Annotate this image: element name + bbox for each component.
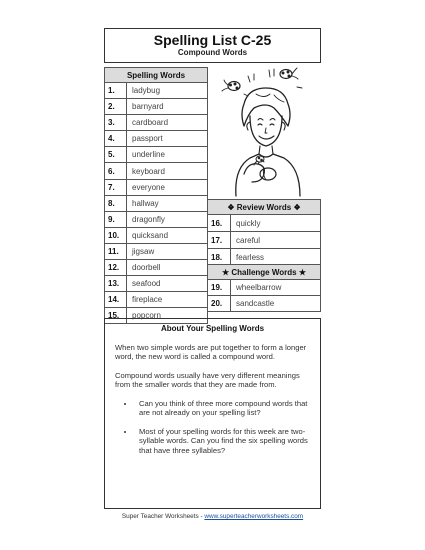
list-item bbox=[105, 147, 208, 163]
spelling-word: popcorn bbox=[127, 308, 208, 324]
item-number: 19. bbox=[208, 280, 231, 296]
page-subtitle: Compound Words bbox=[177, 48, 248, 57]
title-box bbox=[104, 28, 321, 63]
review-word: careful bbox=[231, 232, 321, 249]
list-item bbox=[105, 195, 208, 211]
spelling-word: ladybug bbox=[127, 83, 208, 99]
challenge-word: sandcastle bbox=[231, 296, 321, 312]
item-number: 11. bbox=[105, 243, 127, 259]
spelling-word: passport bbox=[127, 131, 208, 147]
about-heading: About Your Spelling Words bbox=[160, 324, 265, 333]
review-word: fearless bbox=[231, 249, 321, 266]
item-number: 2. bbox=[105, 99, 127, 115]
about-paragraph: When two simple words are put together to form a longer word, the new word is called a compound word. bbox=[115, 342, 307, 361]
item-number: 15. bbox=[105, 308, 127, 324]
list-item bbox=[208, 232, 321, 249]
list-item bbox=[105, 243, 208, 259]
question-item: • Most of your spelling words for this week are two-syllable words. Can you find the six spelling words that have three syllables? bbox=[135, 427, 310, 456]
item-number: 8. bbox=[105, 195, 127, 211]
item-number: 13. bbox=[105, 276, 127, 292]
item-number: 7. bbox=[105, 179, 127, 195]
list-item bbox=[105, 131, 208, 147]
list-item bbox=[105, 292, 208, 308]
spelling-word: everyone bbox=[127, 179, 208, 195]
challenge-word: wheelbarrow bbox=[231, 280, 321, 296]
page-title: Spelling List C-25 bbox=[153, 32, 272, 48]
spelling-word: dragonfly bbox=[127, 211, 208, 227]
item-number: 5. bbox=[105, 147, 127, 163]
item-number: 3. bbox=[105, 115, 127, 131]
list-item bbox=[105, 179, 208, 195]
item-number: 17. bbox=[208, 232, 231, 249]
list-item bbox=[105, 99, 208, 115]
list-item bbox=[105, 163, 208, 179]
challenge-words-header: ★ Challenge Words ★ bbox=[208, 265, 321, 280]
spelling-word: seafood bbox=[127, 276, 208, 292]
list-item bbox=[105, 260, 208, 276]
item-number: 6. bbox=[105, 163, 127, 179]
question-list bbox=[115, 399, 310, 456]
list-item bbox=[105, 227, 208, 243]
spelling-word: keyboard bbox=[127, 163, 208, 179]
spelling-word: barnyard bbox=[127, 99, 208, 115]
footer-text: Super Teacher Worksheets - bbox=[121, 513, 205, 520]
ladybug-icon bbox=[280, 68, 298, 79]
item-number: 18. bbox=[208, 249, 231, 266]
ladybug-icon bbox=[222, 80, 240, 91]
girl-with-ladybug-illustration bbox=[214, 64, 322, 198]
item-number: 9. bbox=[105, 211, 127, 227]
spelling-word: quicksand bbox=[127, 227, 208, 243]
list-item bbox=[208, 249, 321, 266]
ladybug-icon bbox=[256, 156, 264, 162]
spelling-word: hallway bbox=[127, 195, 208, 211]
item-number: 16. bbox=[208, 215, 231, 232]
list-item bbox=[105, 211, 208, 227]
spelling-word: doorbell bbox=[127, 260, 208, 276]
list-item bbox=[105, 276, 208, 292]
item-number: 4. bbox=[105, 131, 127, 147]
about-spelling-words-box bbox=[104, 318, 321, 509]
footer-link[interactable]: www.superteacherworksheets.com bbox=[204, 513, 304, 520]
item-number: 12. bbox=[105, 260, 127, 276]
spelling-word: fireplace bbox=[127, 292, 208, 308]
list-item bbox=[105, 83, 208, 99]
question-item: • Can you think of three more compound words that are not already on your spelling list? bbox=[135, 399, 310, 418]
footer bbox=[0, 513, 425, 520]
spelling-words-header: Spelling Words bbox=[105, 68, 208, 83]
item-number: 14. bbox=[105, 292, 127, 308]
list-item bbox=[208, 280, 321, 296]
review-words-table bbox=[207, 199, 321, 266]
spelling-word: jigsaw bbox=[127, 243, 208, 259]
about-paragraph: Compound words usually have very different meanings from the smaller words that they are made from. bbox=[115, 370, 300, 389]
review-words-header: ❖ Review Words ❖ bbox=[208, 200, 321, 215]
spelling-word: underline bbox=[127, 147, 208, 163]
item-number: 10. bbox=[105, 227, 127, 243]
item-number: 20. bbox=[208, 296, 231, 312]
list-item bbox=[208, 215, 321, 232]
challenge-words-table bbox=[207, 264, 321, 312]
spelling-words-table bbox=[104, 67, 208, 324]
list-item bbox=[105, 115, 208, 131]
item-number: 1. bbox=[105, 83, 127, 99]
list-item bbox=[208, 296, 321, 312]
spelling-word: cardboard bbox=[127, 115, 208, 131]
review-word: quickly bbox=[231, 215, 321, 232]
